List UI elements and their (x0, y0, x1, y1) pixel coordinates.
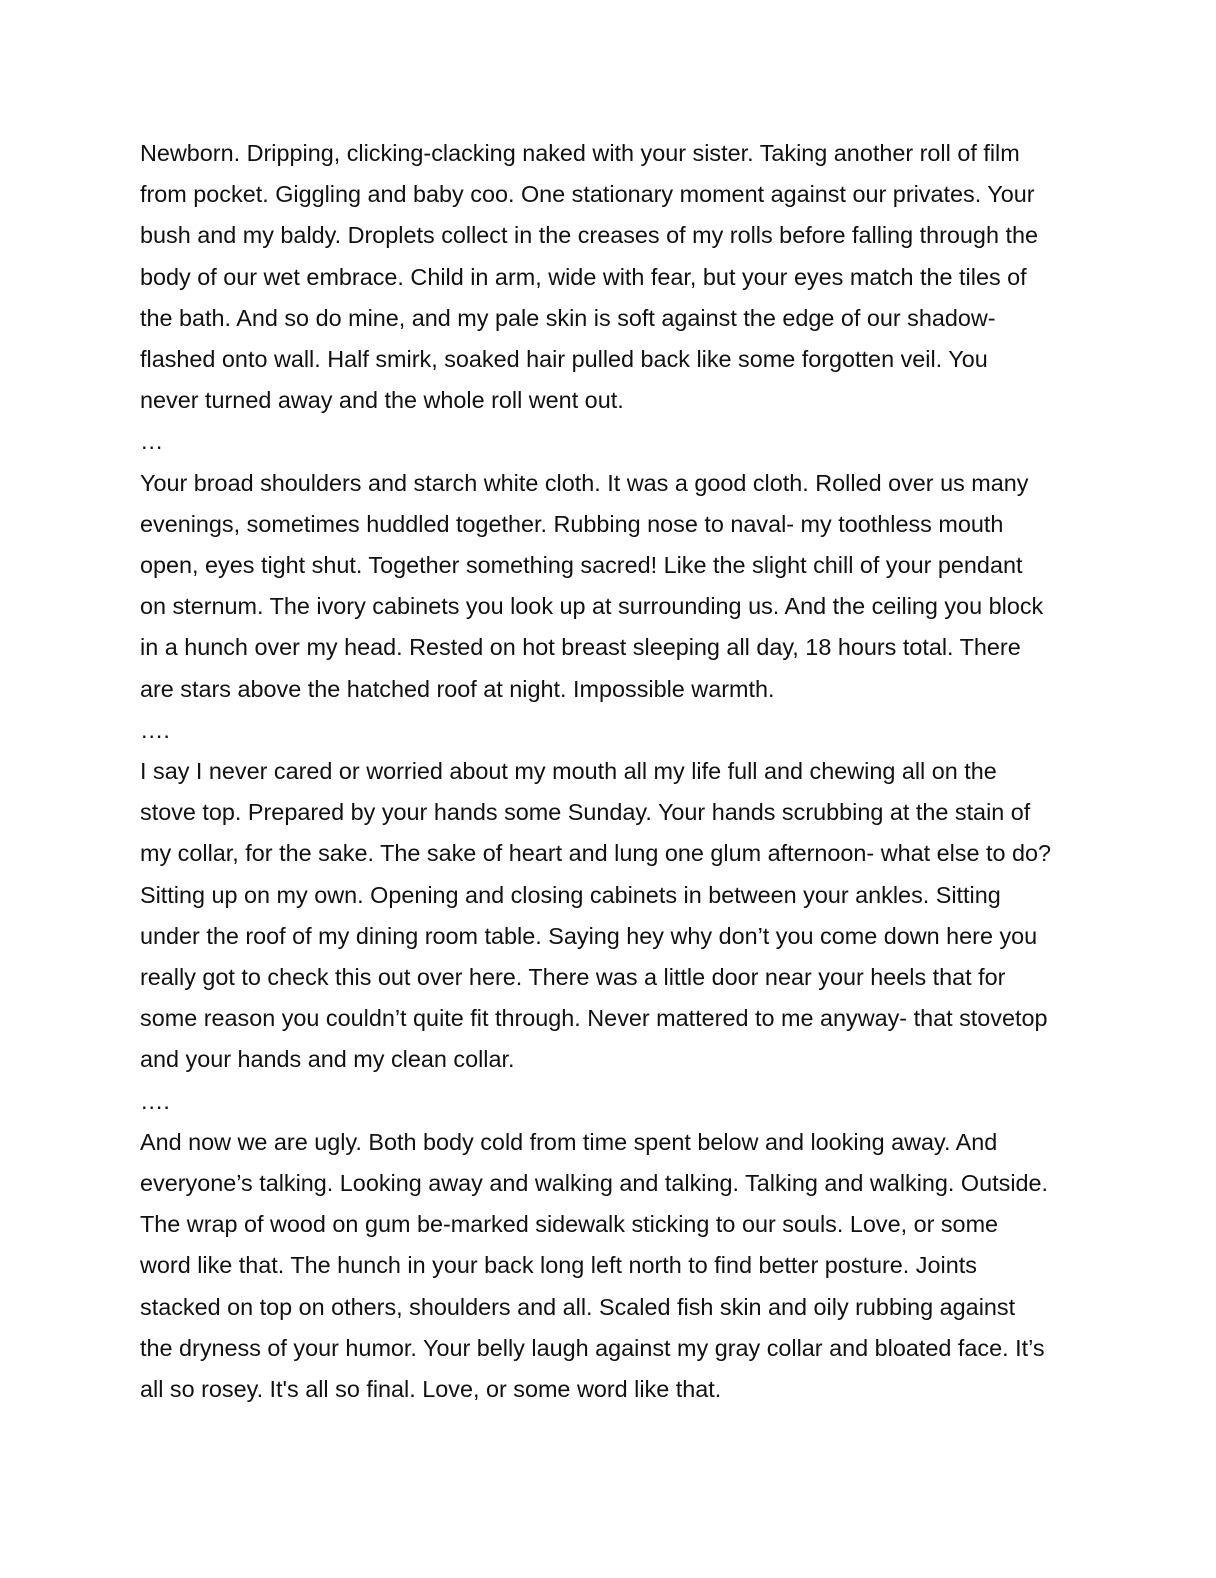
text-line: under the roof of my dining room table. Saying hey why don’t you come down here you (140, 922, 1038, 949)
text-line: really got to check this out over here. There was a little door near your heels that for (140, 964, 1006, 991)
text-line: And now we are ugly. Both body cold from time spent below and looking away. And (140, 1128, 998, 1155)
paragraph-1 (140, 133, 1080, 421)
paragraph-3 (140, 751, 1080, 1081)
text-line: all so rosey. It's all so final. Love, or some word like that. (140, 1376, 722, 1403)
text-line: everyone’s talking. Looking away and walking and talking. Talking and walking. Outside. (140, 1170, 1049, 1197)
text-line: I say I never cared or worried about my mouth all my life full and chewing all on the (140, 758, 997, 785)
text-line: Newborn. Dripping, clicking-clacking naked with your sister. Taking another roll of film (140, 140, 1020, 166)
text-line: evenings, sometimes huddled together. Rubbing nose to naval- my toothless mouth (140, 510, 1004, 537)
text-line: The wrap of wood on gum be-marked sidewalk sticking to our souls. Love, or some (140, 1211, 999, 1238)
text-line: the dryness of your humor. Your belly laugh against my gray collar and bloated face. It’s (140, 1334, 1045, 1361)
text-line: on sternum. The ivory cabinets you look up at surrounding us. And the ceiling you block (140, 593, 1044, 620)
text-line: body of our wet embrace. Child in arm, wide with fear, but your eyes match the tiles of (140, 263, 1027, 290)
paragraph-2 (140, 463, 1080, 710)
document-page (140, 133, 1080, 1410)
text-line: from pocket. Giggling and baby coo. One stationary moment against our privates. Your (140, 181, 1035, 208)
section-separator: …. (140, 1087, 170, 1114)
section-separator: …. (140, 716, 170, 743)
text-line: some reason you couldn’t quite fit through. Never mattered to me anyway- that stovetop (140, 1005, 1048, 1032)
section-separator: … (140, 428, 164, 455)
text-line: never turned away and the whole roll went out. (140, 387, 624, 414)
text-line: bush and my baldy. Droplets collect in the creases of my rolls before falling through the (140, 222, 1038, 249)
text-line: Your broad shoulders and starch white cloth. It was a good cloth. Rolled over us many (140, 469, 1029, 496)
text-line: word like that. The hunch in your back long left north to find better posture. Joints (140, 1252, 977, 1279)
text-line: stacked on top on others, shoulders and all. Scaled fish skin and oily rubbing against (140, 1293, 1016, 1320)
text-line: the bath. And so do mine, and my pale skin is soft against the edge of our shadow- (140, 304, 996, 331)
text-line: and your hands and my clean collar. (140, 1046, 515, 1073)
text-line: Sitting up on my own. Opening and closing cabinets in between your ankles. Sitting (140, 881, 1001, 908)
text-line: open, eyes tight shut. Together something sacred! Like the slight chill of your pendant (140, 552, 1023, 579)
text-line: in a hunch over my head. Rested on hot breast sleeping all day, 18 hours total. There (140, 634, 1021, 661)
text-line: flashed onto wall. Half smirk, soaked hair pulled back like some forgotten veil. You (140, 346, 988, 373)
paragraph-4 (140, 1122, 1080, 1410)
text-line: stove top. Prepared by your hands some Sunday. Your hands scrubbing at the stain of (140, 799, 1031, 826)
text-line: are stars above the hatched roof at night. Impossible warmth. (140, 675, 775, 702)
text-line: my collar, for the sake. The sake of heart and lung one glum afternoon- what else to do? (140, 840, 1052, 867)
